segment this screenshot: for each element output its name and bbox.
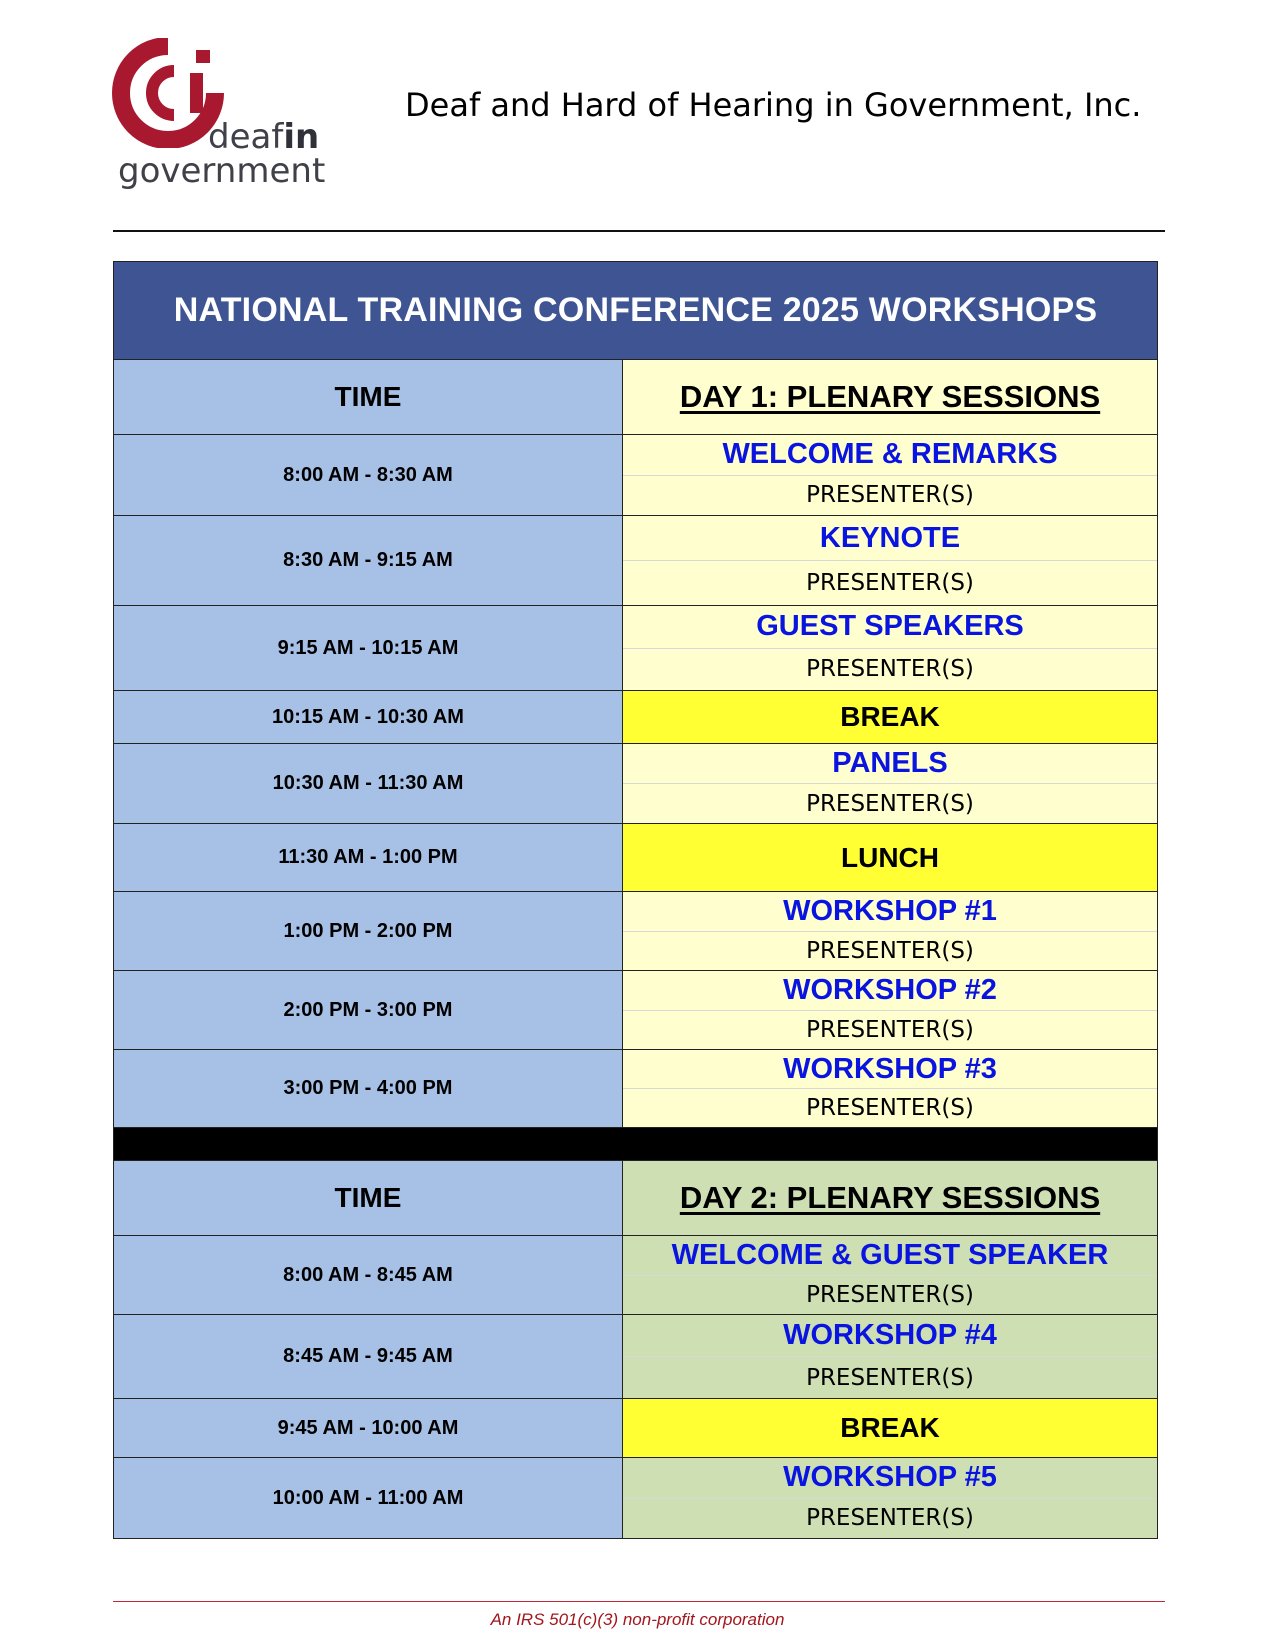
presenter-label: PRESENTER(S) bbox=[623, 931, 1157, 971]
session-cell bbox=[623, 1236, 1157, 1314]
logo-text-government: government bbox=[118, 151, 326, 191]
session-title: WORKSHOP #1 bbox=[783, 894, 997, 927]
time-cell: 9:45 AM - 10:00 AM bbox=[114, 1399, 623, 1457]
day-separator bbox=[114, 1128, 1157, 1161]
session-title: WELCOME & REMARKS bbox=[722, 438, 1058, 471]
time-cell: 8:00 AM - 8:45 AM bbox=[114, 1236, 623, 1314]
break-cell: BREAK bbox=[623, 1399, 1157, 1457]
time-column-header: TIME bbox=[114, 1161, 623, 1235]
time-cell: 1:00 PM - 2:00 PM bbox=[114, 892, 623, 970]
schedule-table bbox=[113, 261, 1158, 1539]
schedule-title: NATIONAL TRAINING CONFERENCE 2025 WORKSHOPS bbox=[114, 262, 1157, 360]
session-cell bbox=[623, 971, 1157, 1049]
table-row bbox=[114, 435, 1157, 516]
presenter-label: PRESENTER(S) bbox=[623, 1356, 1157, 1398]
presenter-label: PRESENTER(S) bbox=[623, 648, 1157, 691]
time-cell: 2:00 PM - 3:00 PM bbox=[114, 971, 623, 1049]
presenter-label: PRESENTER(S) bbox=[623, 475, 1157, 516]
time-cell: 8:00 AM - 8:30 AM bbox=[114, 435, 623, 515]
session-title: PANELS bbox=[832, 747, 948, 779]
session-cell bbox=[623, 892, 1157, 970]
table-row bbox=[114, 606, 1157, 691]
session-title: KEYNOTE bbox=[819, 521, 961, 554]
table-row bbox=[114, 1050, 1157, 1128]
time-cell: 10:15 AM - 10:30 AM bbox=[114, 691, 623, 743]
organization-name: Deaf and Hard of Hearing in Government, Inc. bbox=[405, 86, 1142, 124]
session-title: WORKSHOP #3 bbox=[783, 1052, 997, 1085]
time-cell: 8:30 AM - 9:15 AM bbox=[114, 516, 623, 605]
table-row bbox=[114, 1315, 1157, 1399]
session-title: GUEST SPEAKERS bbox=[756, 610, 1024, 643]
time-cell: 9:15 AM - 10:15 AM bbox=[114, 606, 623, 690]
time-cell: 8:45 AM - 9:45 AM bbox=[114, 1315, 623, 1398]
table-row bbox=[114, 971, 1157, 1050]
session-title: WORKSHOP #2 bbox=[783, 973, 997, 1006]
time-cell: 3:00 PM - 4:00 PM bbox=[114, 1050, 623, 1127]
break-cell: BREAK bbox=[623, 691, 1157, 743]
table-row bbox=[114, 744, 1157, 824]
footer-note: An IRS 501(c)(3) non-profit corporation bbox=[490, 1610, 785, 1629]
table-row bbox=[114, 1236, 1157, 1315]
session-cell bbox=[623, 1315, 1157, 1398]
session-cell bbox=[623, 744, 1157, 823]
break-row bbox=[114, 691, 1157, 744]
logo-text-deaf: deafin bbox=[208, 117, 320, 157]
presenter-label: PRESENTER(S) bbox=[623, 1010, 1157, 1050]
day2-heading: DAY 2: PLENARY SESSIONS bbox=[623, 1161, 1157, 1235]
session-title: WELCOME & GUEST SPEAKER bbox=[671, 1238, 1109, 1271]
footer-divider bbox=[113, 1601, 1165, 1602]
day1-header-row bbox=[114, 360, 1157, 435]
session-title: WORKSHOP #4 bbox=[783, 1319, 997, 1351]
time-cell: 10:00 AM - 11:00 AM bbox=[114, 1458, 623, 1538]
presenter-label: PRESENTER(S) bbox=[623, 1088, 1157, 1127]
time-cell: 11:30 AM - 1:00 PM bbox=[114, 824, 623, 891]
table-row bbox=[114, 892, 1157, 971]
lunch-row bbox=[114, 824, 1157, 892]
table-row bbox=[114, 516, 1157, 606]
presenter-label: PRESENTER(S) bbox=[623, 1498, 1157, 1539]
session-title: WORKSHOP #5 bbox=[783, 1461, 997, 1494]
presenter-label: PRESENTER(S) bbox=[623, 560, 1157, 605]
table-row bbox=[114, 1458, 1157, 1538]
time-cell: 10:30 AM - 11:30 AM bbox=[114, 744, 623, 823]
presenter-label: PRESENTER(S) bbox=[623, 783, 1157, 823]
session-cell bbox=[623, 1458, 1157, 1538]
break-row bbox=[114, 1399, 1157, 1458]
session-cell bbox=[623, 1050, 1157, 1127]
day2-header-row bbox=[114, 1161, 1157, 1236]
lunch-cell: LUNCH bbox=[623, 824, 1157, 891]
organization-logo bbox=[110, 38, 340, 198]
presenter-label: PRESENTER(S) bbox=[623, 1275, 1157, 1315]
session-cell bbox=[623, 516, 1157, 605]
time-column-header: TIME bbox=[114, 360, 623, 434]
day1-heading: DAY 1: PLENARY SESSIONS bbox=[623, 360, 1157, 434]
session-cell bbox=[623, 435, 1157, 515]
header-divider bbox=[113, 230, 1165, 232]
session-cell bbox=[623, 606, 1157, 690]
